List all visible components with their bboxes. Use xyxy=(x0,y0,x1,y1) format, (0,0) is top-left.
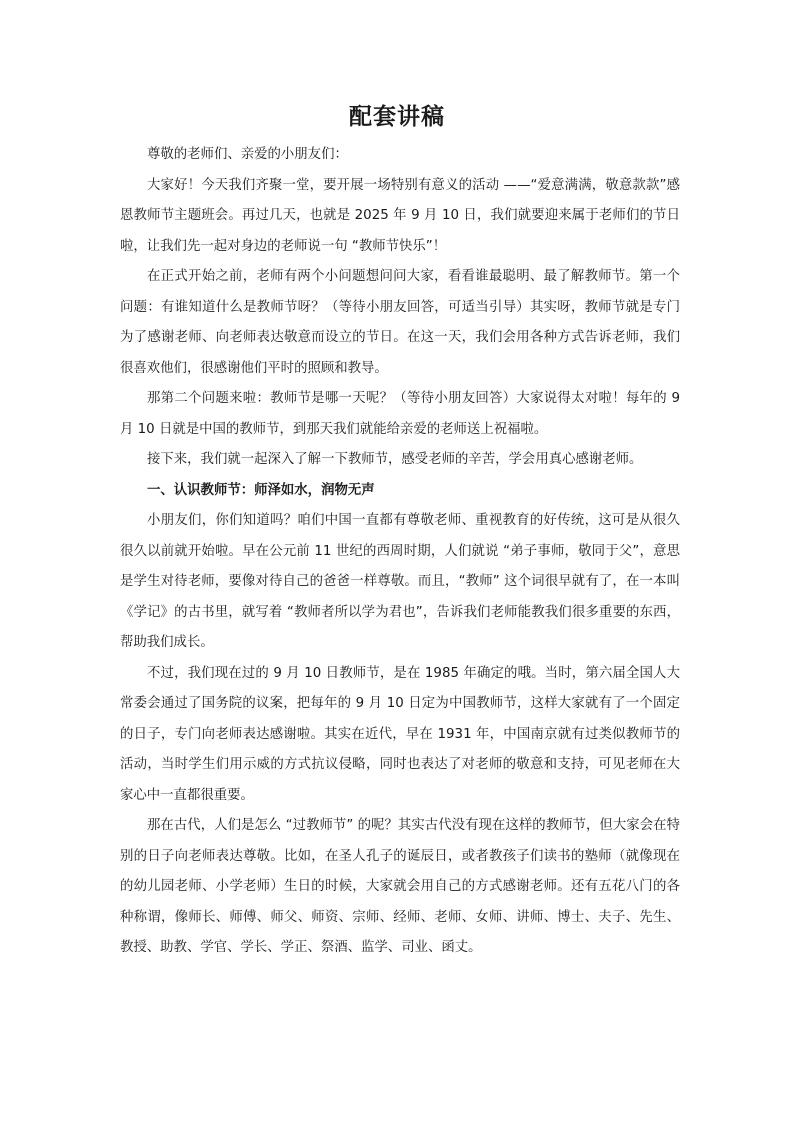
paragraph-question-one: 在正式开始之前，老师有两个小问题想问问大家，看看谁最聪明、最了解教师节。第一个问题：有谁知道什么是教师节呀？（等待小朋友回答，可适当引导）其实呀，教师节就是专门为了感谢老师、向老师表达敬意而设立的节日。在这一天，我们会用各种方式告诉老师，我们很喜欢他们，很感谢他们平时的照顾和教导。 xyxy=(120,269,680,376)
paragraph-tradition: 小朋友们，你们知道吗？咱们中国一直都有尊敬老师、重视教育的好传统，这可是从很久很久以前就开始啦。早在公元前 11 世纪的西周时期，人们就说 “弟子事师，敬同于父”，意思是学生对待老师，要像对待自己的爸爸一样尊敬。而且，“教师” 这个词很早就有了，在一本叫《学记》的古书里，就写着 “教师者所以学为君也”，告诉我们老师能教我们很多重要的东西，帮助我们成长。 xyxy=(120,513,680,650)
page-title: 配套讲稿 xyxy=(349,103,445,130)
document-body xyxy=(120,140,680,964)
paragraph-history: 不过，我们现在过的 9 月 10 日教师节，是在 1985 年确定的哦。当时，第六届全国人大常委会通过了国务院的议案，把每年的 9 月 10 日定为中国教师节，这样大家就有了一个固定的日子，专门向老师表达感谢啦。其实在近代，早在 1931 年，中国南京就有过类似教师节的活动，当时学生们用示威的方式抗议侵略，同时也表达了对老师的敬意和支持，可见老师在大家心中一直都很重要。 xyxy=(120,665,680,803)
paragraph-transition: 接下来，我们就一起深入了解一下教师节，感受老师的辛苦，学会用真心感谢老师。 xyxy=(147,452,643,467)
section-heading: 一、认识教师节：师泽如水，润物无声 xyxy=(147,482,375,498)
paragraph-question-two: 那第二个问题来啦：教师节是哪一天呢？（等待小朋友回答）大家说得太对啦！每年的 9 月 10 日就是中国的教师节，到那天我们就能给亲爱的老师送上祝福啦。 xyxy=(120,391,680,437)
paragraph-ancient: 那在古代，人们是怎么 “过教师节” 的呢？其实古代没有现在这样的教师节，但大家会在特别的日子向老师表达尊敬。比如，在圣人孔子的诞辰日，或者教孩子们读书的塾师（就像现在的幼儿园老师、小学老师）生日的时候，大家就会用自己的方式感谢老师。还有五花八门的各种称谓，像师长、师傅、师父、师资、宗师、经师、老师、女师、讲师、博士、夫子、先生、教授、助教、学官、学长、学正、祭酒、监学、司业、函丈。 xyxy=(120,818,680,955)
greeting: 尊敬的老师们、亲爱的小朋友们： xyxy=(147,147,348,162)
paragraph-opening: 大家好！今天我们齐聚一堂，要开展一场特别有意义的活动 ——“爱意满满，敬意款款”感恩教师节主题班会。再过几天，也就是 2025 年 9 月 10 日，我们就要迎来属于老师们的节日啦，让我们先一起对身边的老师说一句 “教师节快乐”！ xyxy=(120,177,680,254)
